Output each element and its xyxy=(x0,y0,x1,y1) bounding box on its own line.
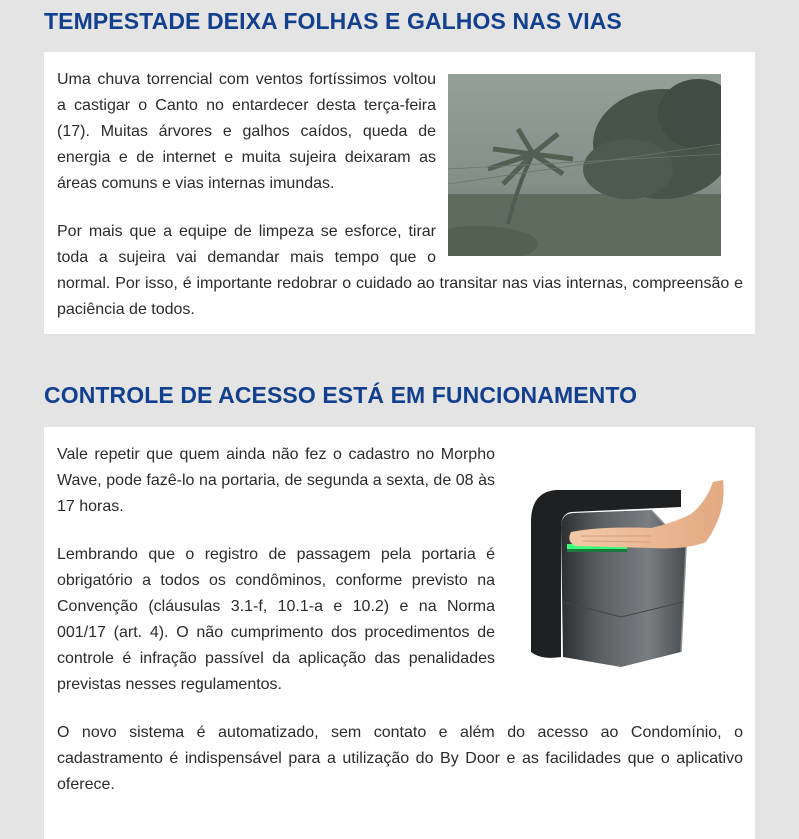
storm-photo xyxy=(448,74,721,256)
article-title-access-control: CONTROLE DE ACESSO ESTÁ EM FUNCIONAMENTO xyxy=(44,382,638,408)
article-title-storm: TEMPESTADE DEIXA FOLHAS E GALHOS NAS VIAS xyxy=(44,8,622,34)
paragraph: Por mais que a equipe de limpeza se esforce, tirar toda a sujeira vai demandar mais tempo que o normal. Por isso, é importante redobrar o cuidado ao transitar nas vias internas, compreensão e paciência de todos. xyxy=(57,223,743,318)
morpho-wave-device-image xyxy=(501,452,733,672)
article-card-access-control xyxy=(44,427,755,839)
paragraph: Vale repetir que quem ainda não fez o cadastro no Morpho Wave, pode fazê-lo na portaria, de segunda a sexta, de 08 às 17 horas. xyxy=(57,446,495,515)
paragraph: Lembrando que o registro de passagem pela portaria é obrigatório a todos os condôminos, conforme previsto na Convenção (cláusulas 3.1-f, 10.1-a e 10.2) e na Norma 001/17 (art. 4). O não cumprimento dos procedimentos de controle é infração passível da aplicação das penalidades previstas nesses regulamentos. xyxy=(57,546,495,693)
article-card-storm xyxy=(44,52,755,334)
paragraph: Uma chuva torrencial com ventos fortíssimos voltou a castigar o Canto no entardecer desta terça-feira (17). Muitas árvores e galhos caídos, queda de energia e de internet e muita sujeira deixaram as áreas comuns e vias internas imundas. xyxy=(57,71,436,192)
paragraph: O novo sistema é automatizado, sem contato e além do acesso ao Condomínio, o cadastramento é indispensável para a utilização do By Door e as facilidades que o aplicativo oferece. xyxy=(57,724,743,793)
